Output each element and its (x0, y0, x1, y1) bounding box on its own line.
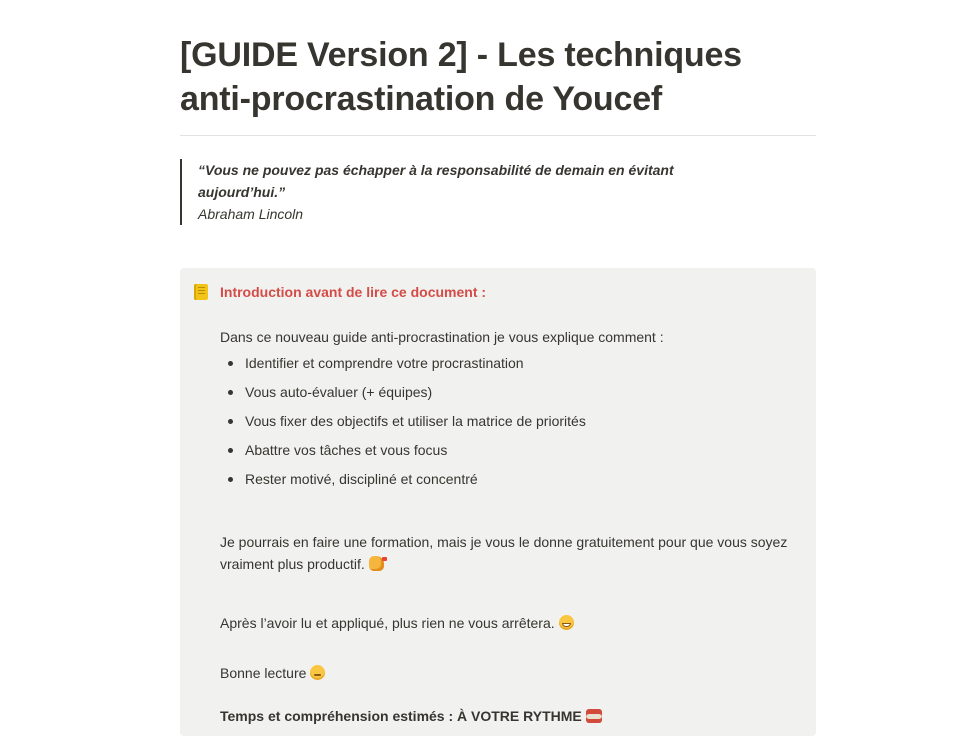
intro-text: Dans ce nouveau guide anti-procrastination je vous explique comment : (220, 329, 664, 345)
winking-face-icon (310, 665, 325, 680)
paragraph-temps-text: Temps et compréhension estimés : À VOTRE RYTHME (220, 708, 582, 724)
document-page (180, 0, 816, 724)
paragraph-temps (220, 705, 790, 727)
page-title (180, 0, 816, 121)
intro-callout (180, 268, 816, 736)
bullet-list (220, 352, 790, 497)
title-divider (180, 135, 816, 136)
grinning-face-icon (559, 615, 574, 630)
drum-icon (586, 709, 602, 723)
paragraph-bonne-lecture-text: Bonne lecture (220, 665, 307, 681)
callout-title: Introduction avant de lire ce document : (220, 284, 487, 300)
paragraph-bonne-lecture (220, 662, 790, 684)
notebook-icon (194, 284, 208, 300)
bullet-item: Abattre vos tâches et vous focus (220, 439, 790, 468)
fist-bump-icon (369, 556, 384, 571)
bullet-item: Rester motivé, discipliné et concentré (220, 468, 790, 497)
paragraph-formation-text: Je pourrais en faire une formation, mais je vous le donne gratuitement pour que vous soyez vraiment plus productif. (220, 534, 788, 572)
bullet-item: Identifier et comprendre votre procrastination (220, 352, 790, 381)
paragraph-apres (220, 612, 790, 634)
callout-header (194, 284, 486, 300)
paragraph-formation (220, 531, 790, 575)
bullet-item: Vous auto-évaluer (+ équipes) (220, 381, 790, 410)
page-title-line-1: [GUIDE Version 2] - Les techniques (180, 36, 742, 74)
page-title-line-2: anti-procrastination de Youcef (180, 80, 663, 118)
quote-block (180, 159, 816, 225)
quote-text: “Vous ne pouvez pas échapper à la responsabilité de demain en évitant aujourd’hui.” (198, 162, 674, 200)
quote-author: Abraham Lincoln (198, 206, 304, 222)
bullet-item: Vous fixer des objectifs et utiliser la matrice de priorités (220, 410, 790, 439)
paragraph-apres-text: Après l’avoir lu et appliqué, plus rien ne vous arrêtera. (220, 615, 555, 631)
callout-body (220, 326, 790, 727)
